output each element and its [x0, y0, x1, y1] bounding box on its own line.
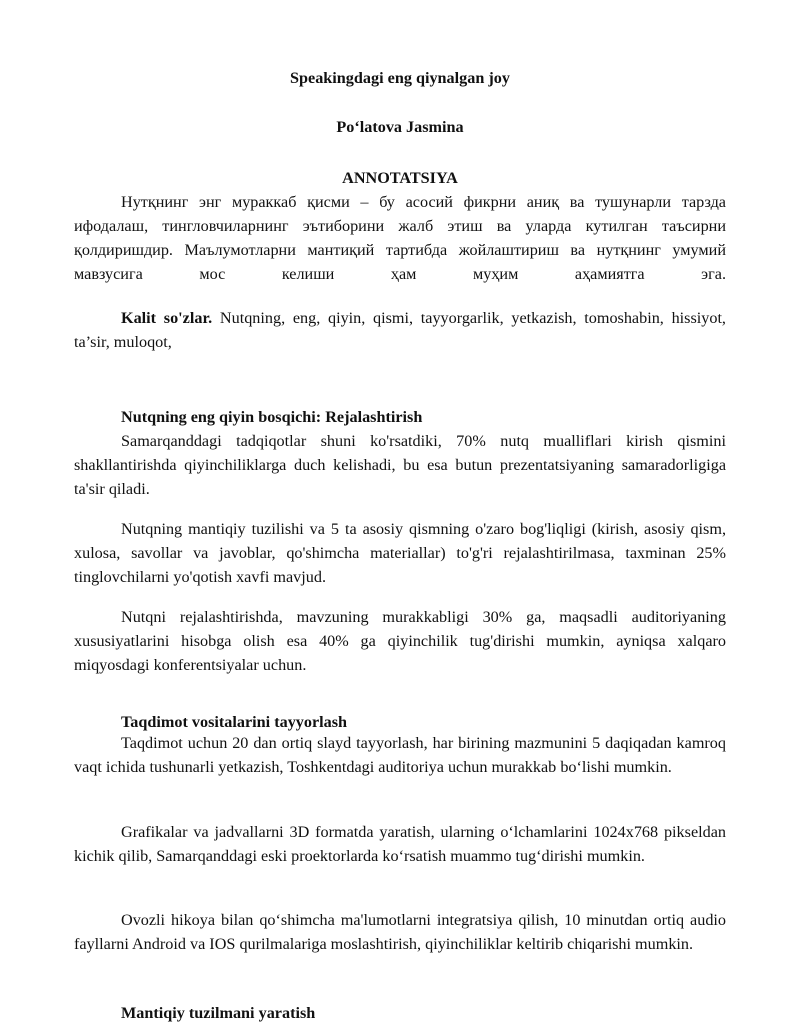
keywords-label: Kalit so'zlar. [121, 309, 213, 327]
section-heading: Taqdimot vositalarini tayyorlash [121, 713, 348, 731]
section-paragraph: Samarqanddagi tadqiqotlar shuni ko'rsatdiki, 70% nutq mualliflari kirish qismini shakllantirishda qiyinchiliklarga duch kelishadi, bu esa butun prezentatsiyaning samaradorligiga ta'sir qiladi. [74, 432, 726, 498]
section-paragraph: Grafikalar va jadvallarni 3D formatda yaratish, ularning o‘lchamlarini 1024x768 pikseldan kichik qilib, Samarqanddagi eski proektorlarda ko‘rsatish muammo tug‘dirishi mumkin. [74, 823, 726, 865]
annotation-heading: ANNOTATSIYA [342, 169, 458, 187]
document-title: Speakingdagi eng qiynalgan joy [290, 69, 510, 87]
keywords-paragraph [74, 306, 726, 354]
section-paragraph: Nutqning mantiqiy tuzilishi va 5 ta asosiy qismning o'zaro bog'liqligi (kirish, asosiy qism, xulosa, savollar va javoblar, qo'shimcha materiallar) to'g'ri rejalashtirilmasa, taxminan 25% tinglovchilarni yo'qotish xavfi mavjud. [74, 520, 726, 586]
section-paragraph: Taqdimot uchun 20 dan ortiq slayd tayyorlash, har birining mazmunini 5 daqiqadan kamroq vaqt ichida tushunarli yetkazish, Toshkentdagi auditoriya uchun murakkab bo‘lishi mumkin. [74, 734, 726, 776]
section-heading: Nutqning eng qiyin bosqichi: Rejalashtirish [121, 408, 423, 426]
annotation-paragraph: Нутқнинг энг мураккаб қисми – бу асосий фикрни аниқ ва тушунарли тарзда ифодалаш, тингловчиларнинг эътиборини жалб этиш ва уларда кутилган таъсирни қолдиришдир. Маълумотларни мантиқий тартибда жойлаштириш ва нутқнинг умумий мавзусига мос келиши ҳам муҳим аҳамиятга эга. [74, 193, 726, 283]
section-paragraph: Nutqni rejalashtirishda, mavzuning murakkabligi 30% ga, maqsadli auditoriyaning xususiyatlarini hisobga olish esa 40% ga qiyinchilik tug'dirishi mumkin, ayniqsa xalqaro miqyosdagi konferentsiyalar uchun. [74, 608, 726, 674]
keywords-text: Nutqning, eng, qiyin, qismi, tayyorgarlik, yetkazish, tomoshabin, hissiyot, ta’sir, muloqot, [74, 309, 726, 351]
author-name: Po‘latova Jasmina [336, 118, 464, 136]
section-heading: Mantiqiy tuzilmani yaratish [121, 1004, 316, 1022]
section-paragraph: Ovozli hikoya bilan qo‘shimcha ma'lumotlarni integratsiya qilish, 10 minutdan ortiq audio fayllarni Android va IOS qurilmalariga moslashtirish, qiyinchiliklar keltirib chiqarishi mumkin. [74, 911, 726, 953]
